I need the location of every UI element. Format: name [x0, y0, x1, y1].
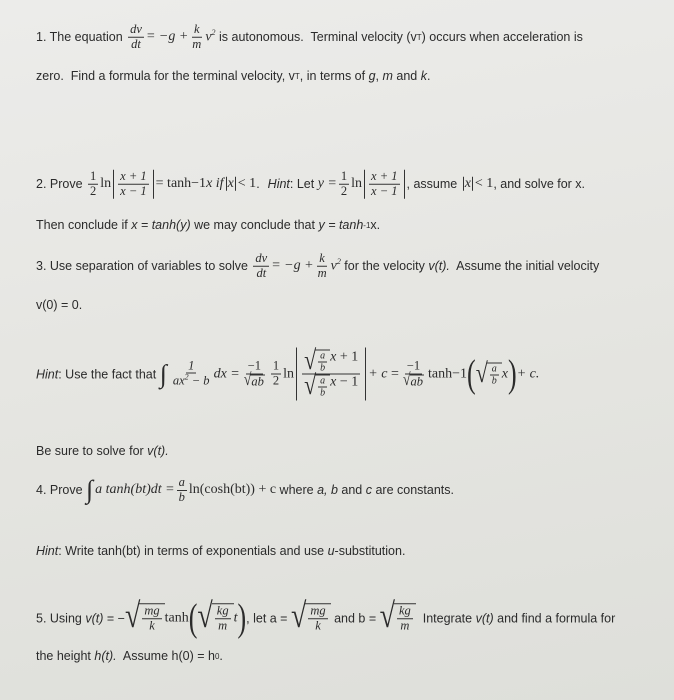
math-text: + c. — [516, 366, 540, 381]
exponent: 2 — [336, 257, 341, 267]
q1-line1 — [36, 23, 583, 52]
radicand: ab — [410, 374, 424, 388]
denominator: x − 1 — [120, 183, 147, 198]
q2-line2 — [36, 218, 380, 232]
dv-dt-fraction — [128, 23, 144, 52]
q3-hint: Hint : Use the fact that ∫ $\frac{1}{ax^2 - b}$ dx = −1 √ ab $\frac{1}{2}$ ln √ $\frac{a}{b}$ x + 1 √ $\frac{a}{b}$ x − 1 + c = −1 √ ab tanh −1 ( √ $\frac{a}{b}$ x ) + c. — [36, 344, 540, 401]
numerator: mg — [310, 603, 326, 618]
math-text: = −g + — [271, 258, 314, 273]
fraction — [171, 359, 212, 389]
q3-text: for the velocity — [340, 259, 429, 273]
exponent: 2 — [184, 372, 189, 382]
denominator: b — [491, 375, 497, 386]
numerator: 1 — [340, 168, 348, 183]
q4-line1 — [36, 475, 454, 505]
hint-label: Hint — [267, 177, 290, 191]
half-fraction — [88, 170, 98, 199]
q2-math: y = tanh — [318, 218, 364, 232]
fraction — [401, 359, 426, 389]
math-text: − b — [188, 374, 210, 389]
denominator: 2 — [90, 183, 97, 198]
q2-text: we may conclude that — [190, 218, 319, 232]
numerator: a — [320, 350, 326, 362]
math-var: t — [233, 610, 238, 625]
math-var: x — [330, 374, 337, 390]
math-var: v — [330, 258, 337, 274]
q2-text: x. — [370, 218, 381, 232]
math-text: < 1 — [237, 176, 257, 191]
math-text: < 1 — [474, 176, 494, 191]
denominator: b — [320, 387, 326, 399]
radicand — [139, 603, 164, 633]
q4-text: 4. Prove — [36, 483, 87, 497]
numerator: a — [491, 363, 497, 374]
hint-label: Hint — [36, 544, 59, 558]
q5-text: Assume h(0) = h — [116, 649, 215, 663]
q2-text: Then conclude if — [36, 218, 132, 232]
q5-text: and find a formula for — [493, 611, 616, 625]
q3-math: v(t). — [147, 444, 169, 458]
k-m-fraction — [316, 252, 329, 281]
abs-x: x — [464, 176, 471, 191]
a-b-fraction — [318, 376, 327, 399]
numerator: dv — [255, 250, 268, 265]
q4-var: u — [327, 544, 335, 558]
math-var: v — [205, 29, 212, 45]
subscript: T — [416, 32, 422, 42]
sqrt-kg-m: √ $\frac{kg}{m}$ — [197, 603, 233, 633]
math-text: + c — [368, 366, 388, 381]
denominator: m — [400, 618, 410, 632]
denominator: m — [192, 36, 202, 51]
tanh: tanh — [164, 610, 189, 625]
paren: ) — [508, 351, 517, 395]
math-var: x — [501, 366, 509, 381]
radicand — [212, 603, 234, 633]
numerator: 1 — [272, 358, 280, 373]
numerator: dv — [130, 21, 142, 36]
numerator: k — [319, 250, 325, 265]
math-text: = tanh — [155, 176, 192, 191]
q3-text: : Use the fact that — [58, 367, 160, 381]
q2-text: . — [256, 177, 260, 191]
q3-text: 3. Use separation of variables to solve — [36, 259, 252, 273]
denominator: 2 — [340, 183, 348, 198]
radicand — [315, 350, 330, 374]
dv-dt-fraction — [253, 252, 269, 281]
abs-value — [113, 170, 153, 199]
q5-text: and b = — [330, 611, 380, 625]
a-b-fraction — [490, 363, 499, 386]
fraction — [118, 170, 148, 199]
numerator: kg — [216, 603, 229, 618]
q4-text: and — [337, 483, 366, 497]
sqrt-ab: √ ab — [402, 370, 424, 390]
q5-text: . — [219, 649, 223, 663]
numerator: x + 1 — [371, 168, 398, 183]
exponent: −1 — [452, 366, 468, 381]
exponent: 2 — [211, 28, 216, 38]
paren: ) — [237, 595, 247, 639]
numerator: √ $\frac{a}{b}$ x + 1 — [304, 344, 359, 376]
numerator: 1 — [188, 358, 195, 373]
q4-vars: c — [365, 483, 372, 497]
q3-line1 — [36, 252, 599, 281]
q5-text: Integrate — [415, 611, 476, 625]
math-text: = −g + — [145, 29, 189, 44]
q5-text: , let a = — [246, 611, 291, 625]
q4-text: are constants. — [371, 483, 454, 497]
denominator: dt — [256, 265, 267, 280]
sqrt-ab: √ ab — [243, 370, 264, 390]
math-text: a tanh(bt)dt = — [95, 482, 175, 497]
q4-vars: a, b — [317, 483, 338, 497]
var-g: g — [368, 69, 376, 83]
numerator: x + 1 — [120, 168, 147, 183]
hint-label: Hint — [36, 367, 59, 381]
var-m: m — [382, 69, 393, 83]
integral-sign: ∫ — [159, 359, 167, 388]
abs-value — [364, 170, 404, 199]
denominator: b — [178, 489, 185, 504]
fraction — [242, 359, 267, 389]
q5-line1 — [36, 595, 616, 639]
denominator: x − 1 — [371, 183, 398, 198]
denominator: k — [149, 618, 155, 632]
q2-text: 2. Prove — [36, 177, 87, 191]
math-text: x if — [206, 176, 224, 191]
radicand — [394, 603, 416, 633]
math-text: ax — [172, 374, 185, 389]
sqrt-kg-m: √ $\frac{kg}{m}$ — [380, 603, 416, 633]
q4-text: -substitution. — [334, 544, 406, 558]
q5-math: h(t). — [94, 649, 117, 663]
v-squared — [205, 28, 215, 46]
sqrt-mg-k: √ $\frac{mg}{k}$ — [125, 603, 165, 633]
fraction — [215, 604, 231, 633]
math-text: y = — [317, 176, 337, 191]
math-text: − 1 — [336, 374, 359, 390]
q3-text: Assume the initial velocity — [449, 259, 600, 273]
a-b-fraction — [318, 351, 327, 374]
q5-text: the height — [36, 649, 95, 663]
q5-line2 — [36, 649, 223, 663]
numerator: a — [320, 375, 326, 387]
numerator: kg — [399, 603, 411, 618]
paren: ( — [467, 351, 476, 395]
q4-hint — [36, 544, 405, 558]
denominator: 2 — [272, 373, 280, 388]
q1-text: is autonomous. Terminal velocity (v — [215, 30, 417, 44]
ln: ln — [283, 366, 295, 381]
ln: ln — [100, 176, 112, 191]
q5-math: v(t) — [475, 611, 494, 625]
fraction — [397, 604, 413, 633]
q2-text: , assume — [406, 177, 461, 191]
q1-text: , in terms of — [299, 69, 369, 83]
denominator: √ $\frac{a}{b}$ x − 1 — [304, 369, 359, 401]
subscript: 0 — [214, 651, 220, 661]
fraction — [142, 604, 161, 633]
q4-text: : Write tanh(bt) in terms of exponentials and use — [58, 544, 328, 558]
denominator: m — [317, 265, 327, 280]
radicand: ab — [251, 374, 264, 388]
integral-sign: ∫ — [86, 475, 94, 504]
exponent: −1 — [191, 176, 207, 191]
var-k: k — [420, 69, 427, 83]
math-var: x — [330, 349, 337, 365]
denominator: b — [320, 362, 326, 374]
q2-text: , and solve for x. — [493, 177, 586, 191]
denominator: k — [315, 618, 321, 632]
numerator: 1 — [90, 168, 97, 183]
q5-math: v(t) — [85, 611, 104, 625]
sqrt-mg-k: √ $\frac{mg}{k}$ — [291, 603, 331, 633]
math-text: + 1 — [336, 349, 359, 365]
q1-line2 — [36, 69, 430, 83]
denominator: m — [218, 618, 228, 632]
numerator: −1 — [247, 358, 261, 373]
q4-text: where — [276, 483, 318, 497]
q1-text: , — [375, 69, 383, 83]
q1-text: . — [426, 69, 431, 83]
q3-math: v(t). — [428, 259, 450, 273]
math-text: dx = — [213, 366, 240, 381]
abs-x: x — [227, 176, 234, 191]
ln: ln — [351, 176, 363, 191]
q1-text: 1. The equation — [36, 30, 127, 44]
q1-text: zero. Find a formula for the terminal velocity, v — [36, 69, 295, 83]
fraction — [369, 170, 399, 199]
numerator: a — [178, 474, 185, 489]
numerator: k — [194, 21, 200, 36]
math-text: ln(cosh(bt)) + c — [188, 482, 277, 497]
fraction — [302, 344, 360, 401]
half-fraction — [339, 170, 349, 199]
q3-line2: v(0) = 0. — [36, 298, 83, 312]
q3-text: Be sure to solve for — [36, 444, 148, 458]
numerator: −1 — [406, 358, 421, 373]
q5-text: = − — [103, 611, 125, 625]
v-squared — [331, 257, 341, 275]
radicand — [487, 362, 502, 386]
q2-text: : Let — [289, 177, 318, 191]
radicand — [315, 375, 330, 399]
tanh: tanh — [428, 366, 453, 381]
sqrt: √ $\frac{a}{b}$ — [476, 362, 502, 386]
paren: ( — [188, 595, 198, 639]
k-m-fraction — [190, 23, 203, 52]
q1-text: ) occurs when acceleration is — [421, 30, 583, 44]
radicand — [305, 603, 330, 633]
q2-math: x = tanh(y) — [131, 218, 191, 232]
subscript: T — [294, 71, 300, 81]
numerator: mg — [144, 603, 160, 618]
denominator — [171, 374, 212, 389]
a-b-fraction — [177, 476, 187, 505]
q1-text: and — [392, 69, 421, 83]
q2-line1 — [36, 170, 585, 199]
exponent: -1 — [363, 220, 371, 230]
denominator: dt — [131, 36, 141, 51]
abs-value — [296, 344, 366, 401]
q5-text: 5. Using — [36, 611, 86, 625]
half-fraction — [271, 360, 281, 389]
fraction — [308, 604, 327, 633]
q3-be-sure — [36, 444, 169, 458]
